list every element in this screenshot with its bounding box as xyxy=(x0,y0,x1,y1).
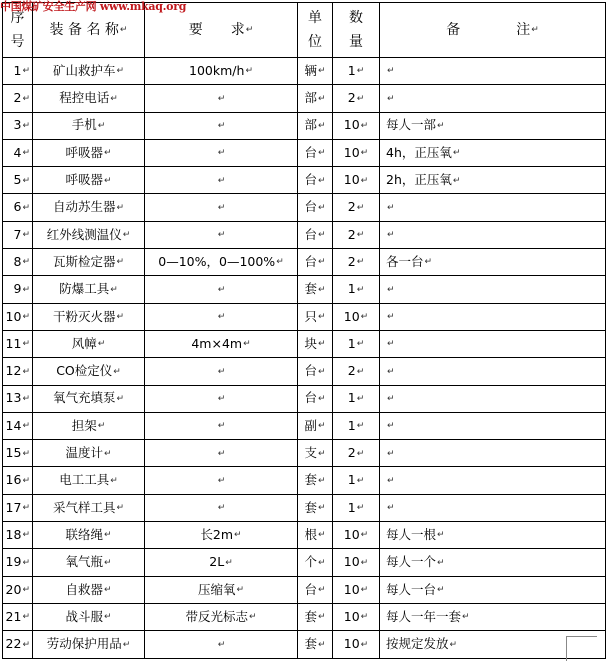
equipment-name-cell: 风幛↵ xyxy=(33,330,145,357)
unit-cell: 台↵ xyxy=(298,385,333,412)
quantity-cell: 2↵ xyxy=(333,249,380,276)
quantity-cell-text: 2 xyxy=(347,90,356,106)
unit-cell-text: 套 xyxy=(304,608,317,624)
equipment-name-cell: 电工工具↵ xyxy=(33,467,145,494)
unit-cell: 台↵ xyxy=(298,576,333,603)
row-number: 15↵ xyxy=(3,440,33,467)
equipment-name-cell-text: 氧气瓶 xyxy=(65,554,103,570)
table-row xyxy=(3,85,606,112)
requirement-cell: ↵ xyxy=(145,85,298,112)
equipment-name-cell: 劳动保护用品↵ xyxy=(33,631,145,658)
unit-cell: 套↵ xyxy=(298,494,333,521)
equipment-name-cell: 联络绳↵ xyxy=(33,522,145,549)
note-cell-text: 4h，正压氧 xyxy=(386,144,452,160)
row-number-text: 15 xyxy=(5,445,22,461)
row-number-text: 12 xyxy=(5,363,22,379)
row-number: 19↵ xyxy=(3,549,33,576)
row-number: 21↵ xyxy=(3,603,33,630)
requirement-cell: ↵ xyxy=(145,358,298,385)
table-row xyxy=(3,249,606,276)
quantity-cell: 10↵ xyxy=(333,303,380,330)
note-cell: ↵ xyxy=(380,276,606,303)
requirement-cell-text: 长2m xyxy=(200,526,234,542)
table-row xyxy=(3,631,606,658)
unit-cell: 台↵ xyxy=(298,139,333,166)
equipment-name-cell: 防爆工具↵ xyxy=(33,276,145,303)
equipment-name-cell-text: 氧气充填泵 xyxy=(52,390,116,406)
note-cell: 2h，正压氧↵ xyxy=(380,167,606,194)
quantity-cell-text: 1 xyxy=(347,499,356,515)
table-row xyxy=(3,139,606,166)
header-req-label: 要 求 xyxy=(188,22,245,38)
row-number: 1↵ xyxy=(3,58,33,85)
quantity-cell-text: 1 xyxy=(347,335,356,351)
unit-cell-text: 只 xyxy=(304,308,317,324)
equipment-name-cell-text: 电工工具 xyxy=(59,472,110,488)
equipment-name-cell-text: 程控电话 xyxy=(59,90,110,106)
note-cell-text: 各一台 xyxy=(386,253,424,269)
table-row xyxy=(3,522,606,549)
requirement-cell: ↵ xyxy=(145,167,298,194)
quantity-cell: 1↵ xyxy=(333,467,380,494)
row-number-text: 4 xyxy=(13,144,22,160)
row-number: 5↵ xyxy=(3,167,33,194)
equipment-name-cell: 干粉灭火器↵ xyxy=(33,303,145,330)
row-number-text: 19 xyxy=(5,554,22,570)
requirement-cell-text: 压缩氧 xyxy=(197,581,236,597)
quantity-cell-text: 10 xyxy=(343,144,360,160)
table-row xyxy=(3,58,606,85)
quantity-cell: 1↵ xyxy=(333,276,380,303)
note-cell-text: 2h，正压氧 xyxy=(386,172,452,188)
note-cell: ↵ xyxy=(380,221,606,248)
header-qty-line2: 量 xyxy=(349,34,363,50)
equipment-name-cell-text: 采气样工具 xyxy=(52,499,116,515)
quantity-cell-text: 10 xyxy=(343,526,360,542)
equipment-name-cell-text: 呼吸器 xyxy=(65,144,103,160)
unit-cell: 套↵ xyxy=(298,603,333,630)
quantity-cell-text: 1 xyxy=(347,390,356,406)
unit-cell: 辆↵ xyxy=(298,58,333,85)
quantity-cell: 10↵ xyxy=(333,112,380,139)
note-cell: 每人一根↵ xyxy=(380,522,606,549)
row-number: 12↵ xyxy=(3,358,33,385)
unit-cell-text: 台 xyxy=(304,581,317,597)
requirement-cell: ↵ xyxy=(145,221,298,248)
row-number-text: 22 xyxy=(5,636,22,652)
unit-cell: 台↵ xyxy=(298,249,333,276)
row-number-text: 7 xyxy=(13,226,22,242)
equipment-name-cell: 采气样工具↵ xyxy=(33,494,145,521)
table-row xyxy=(3,603,606,630)
equipment-name-cell-text: 担架 xyxy=(71,417,97,433)
row-number: 3↵ xyxy=(3,112,33,139)
header-unit-line1: 单 xyxy=(308,10,322,26)
requirement-cell: ↵ xyxy=(145,276,298,303)
requirement-cell: 0—10%，0—100%↵ xyxy=(145,249,298,276)
quantity-cell-text: 2 xyxy=(347,226,356,242)
quantity-cell: 2↵ xyxy=(333,194,380,221)
row-number: 4↵ xyxy=(3,139,33,166)
note-cell-text: 每人一年一套 xyxy=(386,608,462,624)
row-number-text: 13 xyxy=(5,390,22,406)
table-row xyxy=(3,276,606,303)
equipment-name-cell-text: 红外线测温仪 xyxy=(46,226,122,242)
equipment-name-cell: 战斗服↵ xyxy=(33,603,145,630)
unit-cell: 台↵ xyxy=(298,167,333,194)
row-number-text: 6 xyxy=(13,199,22,215)
site-watermark: 中国煤矿安全生产网 www.mkaq.org xyxy=(0,0,187,13)
quantity-cell-text: 1 xyxy=(347,62,356,78)
requirement-cell: ↵ xyxy=(145,440,298,467)
requirement-cell: 压缩氧↵ xyxy=(145,576,298,603)
table-row xyxy=(3,194,606,221)
note-cell: ↵ xyxy=(380,358,606,385)
quantity-cell-text: 10 xyxy=(343,308,360,324)
row-number-text: 11 xyxy=(5,335,22,351)
quantity-cell-text: 2 xyxy=(347,199,356,215)
unit-cell-text: 套 xyxy=(304,472,317,488)
quantity-cell: 10↵ xyxy=(333,576,380,603)
quantity-cell-text: 10 xyxy=(343,172,360,188)
equipment-name-cell: 呼吸器↵ xyxy=(33,139,145,166)
unit-cell: 根↵ xyxy=(298,522,333,549)
quantity-cell-text: 10 xyxy=(343,554,360,570)
unit-cell-text: 辆 xyxy=(304,62,317,78)
header-qty-line1: 数 xyxy=(349,10,363,26)
quantity-cell: 2↵ xyxy=(333,221,380,248)
equipment-name-cell: 瓦斯检定器↵ xyxy=(33,249,145,276)
row-number-text: 1 xyxy=(13,62,22,78)
note-cell-text: 每人一台 xyxy=(386,581,437,597)
unit-cell: 部↵ xyxy=(298,85,333,112)
unit-cell-text: 副 xyxy=(304,417,317,433)
row-number: 22↵ xyxy=(3,631,33,658)
equipment-name-cell-text: 自救器 xyxy=(65,581,103,597)
table-row xyxy=(3,467,606,494)
unit-cell-text: 支 xyxy=(304,445,317,461)
note-cell: ↵ xyxy=(380,85,606,112)
note-cell: 各一台↵ xyxy=(380,249,606,276)
equipment-name-cell-text: 风幛 xyxy=(71,335,97,351)
requirement-cell: 2L↵ xyxy=(145,549,298,576)
unit-cell: 块↵ xyxy=(298,330,333,357)
note-cell: ↵ xyxy=(380,467,606,494)
row-number: 11↵ xyxy=(3,330,33,357)
header-quantity xyxy=(333,3,380,58)
requirement-cell: ↵ xyxy=(145,194,298,221)
note-cell-text: 每人一个 xyxy=(386,554,437,570)
table-row xyxy=(3,412,606,439)
row-number: 2↵ xyxy=(3,85,33,112)
unit-cell-text: 部 xyxy=(304,90,317,106)
equipment-name-cell-text: 干粉灭火器 xyxy=(52,308,116,324)
unit-cell: 套↵ xyxy=(298,631,333,658)
quantity-cell-text: 1 xyxy=(347,281,356,297)
quantity-cell-text: 2 xyxy=(347,363,356,379)
row-number: 14↵ xyxy=(3,412,33,439)
note-cell: ↵ xyxy=(380,330,606,357)
note-cell-text: 按规定发放 xyxy=(386,636,449,652)
quantity-cell-text: 2 xyxy=(347,445,356,461)
note-cell: 4h，正压氧↵ xyxy=(380,139,606,166)
unit-cell-text: 块 xyxy=(304,335,317,351)
note-cell: ↵ xyxy=(380,194,606,221)
equipment-name-cell-text: 战斗服 xyxy=(65,608,103,624)
header-notes: 备 注↵ xyxy=(380,3,606,58)
table-row xyxy=(3,303,606,330)
row-number: 8↵ xyxy=(3,249,33,276)
equipment-name-cell-text: 矿山救护车 xyxy=(52,62,116,78)
equipment-name-cell-text: CO检定仪 xyxy=(56,363,113,379)
unit-cell: 支↵ xyxy=(298,440,333,467)
table-row xyxy=(3,494,606,521)
header-unit xyxy=(298,3,333,58)
quantity-cell: 10↵ xyxy=(333,167,380,194)
requirement-cell: 100km/h↵ xyxy=(145,58,298,85)
header-serial-line2: 号 xyxy=(10,34,25,50)
unit-cell-text: 台 xyxy=(304,226,317,242)
table-row xyxy=(3,167,606,194)
unit-cell: 台↵ xyxy=(298,194,333,221)
requirement-cell: ↵ xyxy=(145,467,298,494)
note-cell: 每人一部↵ xyxy=(380,112,606,139)
table-row xyxy=(3,358,606,385)
quantity-cell: 1↵ xyxy=(333,330,380,357)
requirement-cell-text: 0—10%，0—100% xyxy=(158,253,276,269)
equipment-name-cell: 温度计↵ xyxy=(33,440,145,467)
note-cell: ↵ xyxy=(380,440,606,467)
requirement-cell-text: 4m×4m xyxy=(191,335,243,351)
equipment-name-cell: 红外线测温仪↵ xyxy=(33,221,145,248)
note-cell-text: 每人一根 xyxy=(386,526,437,542)
equipment-name-cell: 程控电话↵ xyxy=(33,85,145,112)
quantity-cell: 1↵ xyxy=(333,385,380,412)
row-number-text: 21 xyxy=(5,608,22,624)
quantity-cell: 1↵ xyxy=(333,494,380,521)
row-number: 6↵ xyxy=(3,194,33,221)
equipment-name-cell: 矿山救护车↵ xyxy=(33,58,145,85)
requirement-cell: ↵ xyxy=(145,303,298,330)
row-number-text: 2 xyxy=(13,90,22,106)
quantity-cell-text: 2 xyxy=(347,253,356,269)
row-number: 16↵ xyxy=(3,467,33,494)
quantity-cell: 2↵ xyxy=(333,85,380,112)
unit-cell: 只↵ xyxy=(298,303,333,330)
table-row xyxy=(3,440,606,467)
quantity-cell: 1↵ xyxy=(333,412,380,439)
row-number-text: 8 xyxy=(13,253,22,269)
equipment-name-cell-text: 自动苏生器 xyxy=(52,199,116,215)
equipment-name-cell: 担架↵ xyxy=(33,412,145,439)
row-number-text: 20 xyxy=(5,581,22,597)
row-number-text: 5 xyxy=(13,172,22,188)
quantity-cell: 10↵ xyxy=(333,139,380,166)
table-row xyxy=(3,385,606,412)
unit-cell-text: 套 xyxy=(304,499,317,515)
equipment-name-cell-text: 防爆工具 xyxy=(59,281,110,297)
requirement-cell: ↵ xyxy=(145,631,298,658)
unit-cell: 套↵ xyxy=(298,276,333,303)
equipment-name-cell-text: 温度计 xyxy=(65,445,103,461)
header-unit-line2: 位 xyxy=(308,34,322,50)
row-number: 13↵ xyxy=(3,385,33,412)
equipment-name-cell: 氧气瓶↵ xyxy=(33,549,145,576)
requirement-cell-text: 带反光标志 xyxy=(185,608,248,624)
row-number: 10↵ xyxy=(3,303,33,330)
header-serial-line1: 序 xyxy=(10,10,25,26)
row-number-text: 16 xyxy=(5,472,22,488)
equipment-name-cell-text: 手机 xyxy=(71,117,97,133)
requirement-cell: 长2m↵ xyxy=(145,522,298,549)
row-number: 18↵ xyxy=(3,522,33,549)
note-cell: ↵ xyxy=(380,385,606,412)
unit-cell-text: 台 xyxy=(304,363,317,379)
equipment-name-cell: 自动苏生器↵ xyxy=(33,194,145,221)
requirement-cell: 带反光标志↵ xyxy=(145,603,298,630)
table-row xyxy=(3,330,606,357)
row-number-text: 9 xyxy=(13,281,22,297)
row-number: 9↵ xyxy=(3,276,33,303)
requirement-cell: ↵ xyxy=(145,412,298,439)
quantity-cell-text: 1 xyxy=(347,472,356,488)
equipment-name-cell: 自救器↵ xyxy=(33,576,145,603)
quantity-cell: 10↵ xyxy=(333,603,380,630)
table-row xyxy=(3,112,606,139)
note-cell: 每人一年一套↵ xyxy=(380,603,606,630)
equipment-name-cell: 呼吸器↵ xyxy=(33,167,145,194)
unit-cell: 个↵ xyxy=(298,549,333,576)
quantity-cell: 2↵ xyxy=(333,440,380,467)
quantity-cell: 1↵ xyxy=(333,58,380,85)
unit-cell-text: 根 xyxy=(304,526,317,542)
note-cell: ↵ xyxy=(380,58,606,85)
equipment-table xyxy=(2,2,606,659)
quantity-cell: 10↵ xyxy=(333,549,380,576)
quantity-cell-text: 10 xyxy=(343,117,360,133)
page-corner-mark xyxy=(566,636,597,661)
table-row xyxy=(3,549,606,576)
quantity-cell-text: 1 xyxy=(347,417,356,433)
requirement-cell-text: 2L xyxy=(209,554,225,570)
requirement-cell: ↵ xyxy=(145,494,298,521)
note-cell: 每人一个↵ xyxy=(380,549,606,576)
quantity-cell-text: 10 xyxy=(343,636,360,652)
note-cell-text: 每人一部 xyxy=(386,117,437,133)
unit-cell-text: 台 xyxy=(304,390,317,406)
row-number-text: 18 xyxy=(5,526,22,542)
row-number-text: 17 xyxy=(5,499,22,515)
quantity-cell: 2↵ xyxy=(333,358,380,385)
note-cell: 每人一台↵ xyxy=(380,576,606,603)
unit-cell: 台↵ xyxy=(298,358,333,385)
row-number-text: 14 xyxy=(5,417,22,433)
note-cell: 按规定发放↵ xyxy=(380,631,606,658)
quantity-cell-text: 10 xyxy=(343,608,360,624)
note-cell: ↵ xyxy=(380,494,606,521)
row-number: 17↵ xyxy=(3,494,33,521)
unit-cell-text: 套 xyxy=(304,636,317,652)
requirement-cell: ↵ xyxy=(145,112,298,139)
quantity-cell: 10↵ xyxy=(333,522,380,549)
requirement-cell: ↵ xyxy=(145,139,298,166)
unit-cell-text: 部 xyxy=(304,117,317,133)
requirement-cell: 4m×4m↵ xyxy=(145,330,298,357)
unit-cell-text: 台 xyxy=(304,172,317,188)
row-number: 20↵ xyxy=(3,576,33,603)
unit-cell-text: 台 xyxy=(304,199,317,215)
equipment-name-cell: 手机↵ xyxy=(33,112,145,139)
quantity-cell-text: 10 xyxy=(343,581,360,597)
unit-cell: 部↵ xyxy=(298,112,333,139)
unit-cell-text: 台 xyxy=(304,144,317,160)
equipment-name-cell: CO检定仪↵ xyxy=(33,358,145,385)
row-number: 7↵ xyxy=(3,221,33,248)
unit-cell-text: 个 xyxy=(304,554,317,570)
equipment-name-cell-text: 劳动保护用品 xyxy=(46,636,122,652)
header-name-label: 装 备 名 称 xyxy=(49,22,119,38)
table-row xyxy=(3,221,606,248)
row-number-text: 10 xyxy=(5,308,22,324)
header-note-label: 备 注 xyxy=(446,22,531,38)
table-row xyxy=(3,576,606,603)
requirement-cell-text: 100km/h xyxy=(189,62,245,78)
unit-cell: 副↵ xyxy=(298,412,333,439)
unit-cell: 套↵ xyxy=(298,467,333,494)
unit-cell-text: 台 xyxy=(304,253,317,269)
row-number-text: 3 xyxy=(13,117,22,133)
header-equipment-name: 装 备 名 称↵ xyxy=(33,3,145,58)
equipment-name-cell-text: 瓦斯检定器 xyxy=(52,253,116,269)
note-cell: ↵ xyxy=(380,412,606,439)
equipment-name-cell-text: 联络绳 xyxy=(65,526,103,542)
requirement-cell: ↵ xyxy=(145,385,298,412)
header-requirement: 要 求↵ xyxy=(145,3,298,58)
equipment-name-cell-text: 呼吸器 xyxy=(65,172,103,188)
unit-cell-text: 套 xyxy=(304,281,317,297)
note-cell: ↵ xyxy=(380,303,606,330)
equipment-name-cell: 氧气充填泵↵ xyxy=(33,385,145,412)
unit-cell: 台↵ xyxy=(298,221,333,248)
quantity-cell: 10↵ xyxy=(333,631,380,658)
